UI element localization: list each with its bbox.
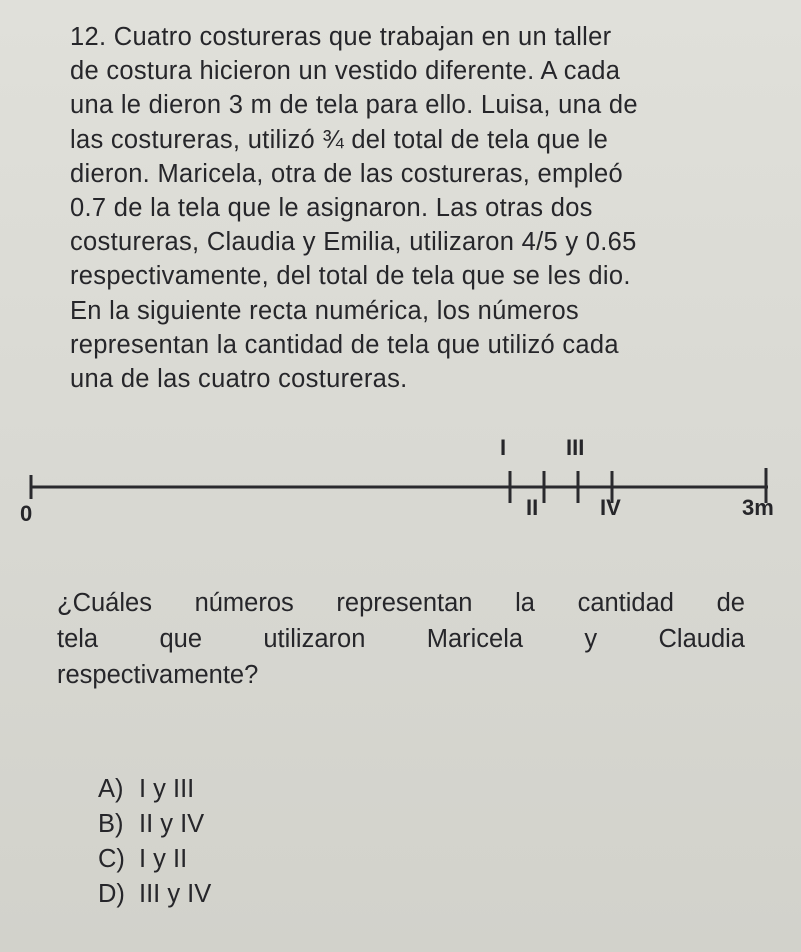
word: Maricela [426,625,524,653]
label-IV: IV [600,495,621,520]
option-c[interactable] [98,842,398,877]
label-end: 3m [742,495,774,520]
option-text: I y II [139,845,188,873]
problem-line: de costura hicieron un vestido diferente. A cada [70,57,621,86]
word: tela [57,625,99,653]
label-I: I [500,435,507,460]
label-start: 0 [20,501,33,526]
problem-statement [70,20,750,396]
word: ¿Cuáles [57,589,152,617]
word: Claudia [658,625,745,653]
option-d[interactable] [98,877,398,912]
question [57,585,747,693]
option-letter: D) [98,880,125,908]
word: que [159,625,202,653]
option-b[interactable] [98,807,398,842]
option-letter: C) [98,845,125,873]
number-line [0,425,801,535]
word: de [716,589,745,617]
word: representan [336,589,473,617]
option-text: I y III [139,775,195,803]
problem-line: las costureras, utilizó ¾ del total de tela que le [70,125,609,154]
word: y [584,625,598,653]
option-letter: A) [98,775,124,803]
label-III: III [566,435,585,460]
word: cantidad [577,589,674,617]
number-line-graphic [0,425,801,535]
problem-line: respectivamente, del total de tela que se les dio. [70,262,631,291]
problem-line: representan la cantidad de tela que utilizó cada [70,330,619,359]
problem-line: dieron. Maricela, otra de las costureras, empleó [70,159,623,188]
word: números [194,589,294,617]
problem-line: una de las cuatro costureras. [70,365,408,394]
option-text: III y IV [139,880,212,908]
word: la [515,589,535,617]
problem-line: costureras, Claudia y Emilia, utilizaron 4/5 y 0.65 [70,228,637,257]
question-line-1 [57,585,745,621]
label-II: II [526,495,539,520]
word: utilizaron [263,625,366,653]
option-text: II y IV [139,810,205,838]
problem-line: En la siguiente recta numérica, los números [70,296,579,325]
question-line-3: respectivamente? [57,661,259,689]
option-a[interactable] [98,772,398,807]
option-letter: B) [98,810,124,838]
question-line-2 [57,621,745,657]
problem-line: 12. Cuatro costureras que trabajan en un taller [70,23,612,51]
answer-options [98,772,398,912]
problem-line: una le dieron 3 m de tela para ello. Luisa, una de [70,91,638,120]
problem-line: 0.7 de la tela que le asignaron. Las otras dos [70,194,593,223]
